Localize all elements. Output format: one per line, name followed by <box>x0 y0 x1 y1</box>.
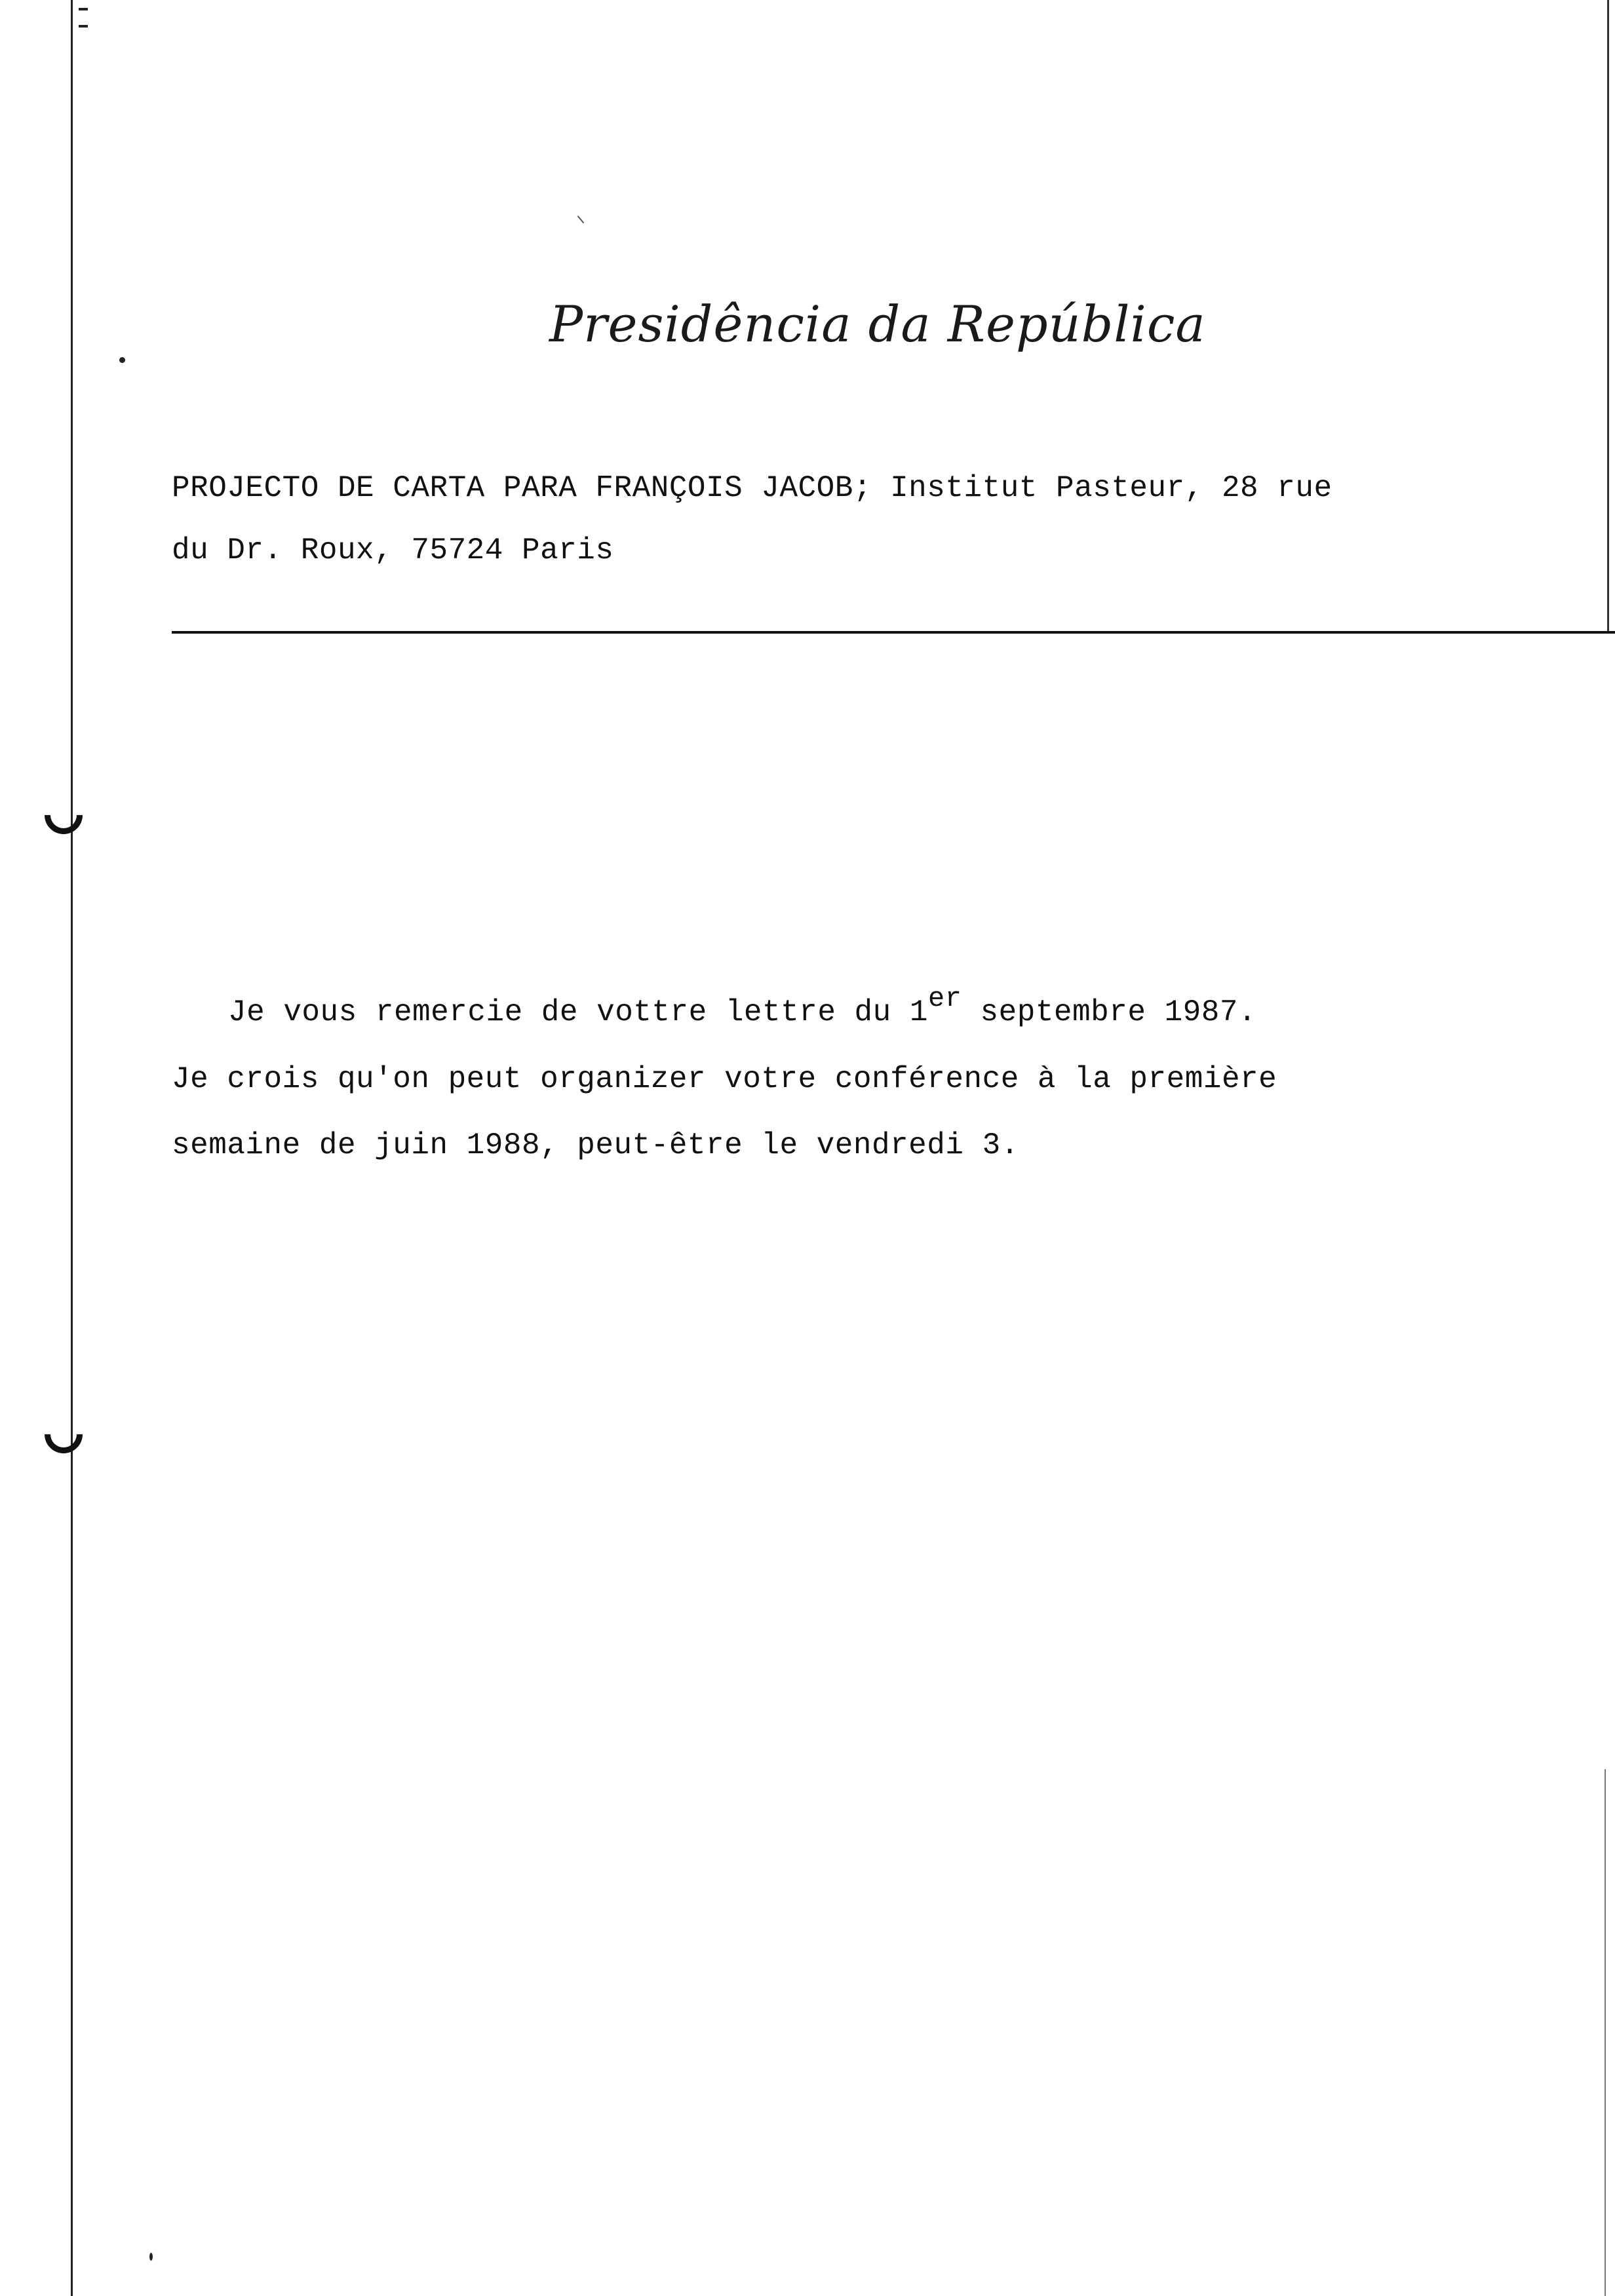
letter-line-1-date: septembre 1987. <box>962 995 1257 1029</box>
punch-hole-mark <box>37 788 90 842</box>
letterhead-title: Presidência da República <box>549 295 1206 353</box>
heading-divider <box>172 631 1615 634</box>
corner-mark <box>79 8 88 28</box>
letter-line-2: Je crois qu'on peut organizer votre conférence à la première <box>172 1062 1277 1096</box>
right-edge-line-lower <box>1605 1769 1606 2296</box>
letter-line-3: semaine de juin 1988, peut-être le vendredi 3. <box>172 1128 1019 1162</box>
letter-line-1 <box>228 983 1257 1033</box>
scan-speck <box>119 357 125 363</box>
right-edge-line <box>1607 0 1609 632</box>
heading-line-1: PROJECTO DE CARTA PARA FRANÇOIS JACOB; Institut Pasteur, 28 rue <box>172 471 1333 505</box>
heading-line-2: du Dr. Roux, 75724 Paris <box>172 533 614 567</box>
binding-margin-line <box>71 0 73 2296</box>
punch-hole-mark <box>37 1407 90 1461</box>
scan-speck <box>577 216 585 223</box>
ordinal-superscript: er <box>927 983 962 1014</box>
letter-line-1-text: Je vous remercie de vottre lettre du 1 <box>228 995 928 1029</box>
scan-speck <box>149 2253 153 2261</box>
